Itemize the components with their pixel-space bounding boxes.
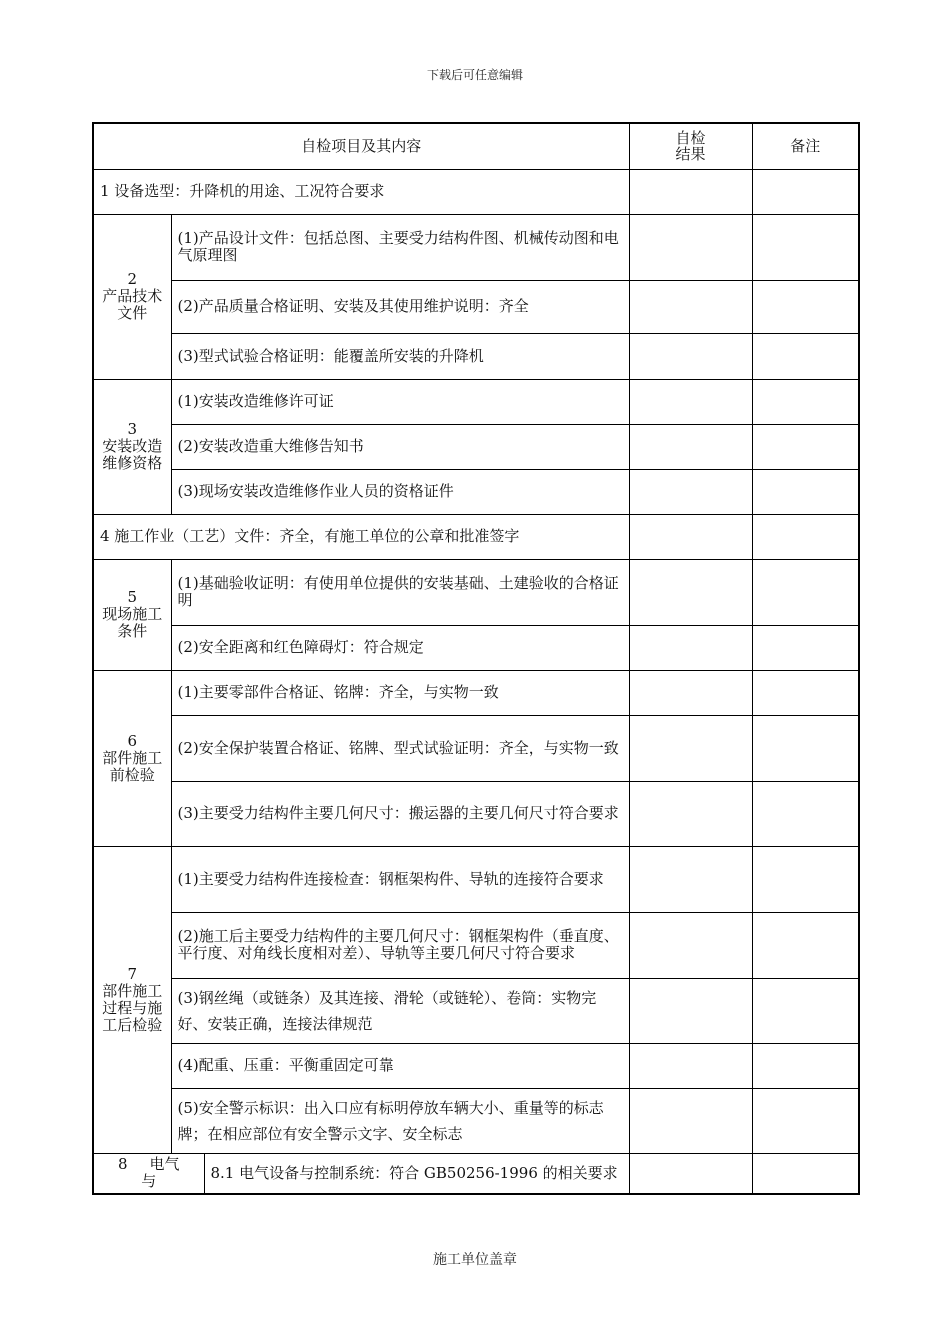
result-cell[interactable] [629,1043,752,1088]
section-8-number: 8 [117,1155,128,1174]
remark-cell[interactable] [752,424,859,469]
table-row [93,333,859,379]
section-2-item-1: (1)产品设计文件：包括总图、主要受力结构件图、机械传动图和电气原理图 [171,214,629,280]
page-footer-note: 施工单位盖章 [433,1252,517,1268]
result-cell[interactable] [629,625,752,670]
section-2-category [93,214,171,379]
remark-cell[interactable] [752,715,859,781]
remark-cell[interactable] [752,1153,859,1194]
result-cell[interactable] [629,379,752,424]
result-cell[interactable] [629,559,752,625]
section-6-item-2: (2)安全保护装置合格证、铭牌、型式试验证明：齐全，与实物一致 [171,715,629,781]
section-3-item-1: (1)安装改造维修许可证 [171,379,629,424]
header-result-cell: 自检 结果 [629,123,752,169]
table-row [93,670,859,715]
remark-cell[interactable] [752,379,859,424]
result-cell[interactable] [629,514,752,559]
table-row [93,781,859,846]
table-row [93,280,859,333]
result-cell[interactable] [629,333,752,379]
section-3-item-2: (2)安装改造重大维修告知书 [171,424,629,469]
remark-cell[interactable] [752,670,859,715]
section-5-item-2: (2)安全距离和红色障碍灯：符合规定 [171,625,629,670]
result-cell[interactable] [629,214,752,280]
table-row [93,715,859,781]
section-8-label-line1: 电气 [149,1155,180,1174]
section-5-item-1: (1)基础验收证明：有使用单位提供的安装基础、土建验收的合格证明 [171,559,629,625]
remark-cell[interactable] [752,781,859,846]
table-row [93,978,859,1043]
remark-cell[interactable] [752,625,859,670]
remark-cell[interactable] [752,333,859,379]
section-4-item: 4 施工作业（工艺）文件：齐全，有施工单位的公章和批准签字 [93,514,629,559]
table-row [93,625,859,670]
table-row [93,169,859,214]
section-8-label-line2: 与 [141,1172,157,1191]
section-6-number: 6 [127,731,138,750]
section-7-item-3: (3)钢丝绳（或链条）及其连接、滑轮（或链轮）、卷筒：实物完好、安装正确，连接法律规范 [171,978,629,1043]
section-7-item-2: (2)施工后主要受力结构件的主要几何尺寸：钢框架构件（垂直度、平行度、对角线长度相对差）、导轨等主要几何尺寸符合要求 [171,912,629,978]
table-row [93,424,859,469]
result-cell[interactable] [629,715,752,781]
table-header-row [93,123,859,169]
section-7-label: 部件施工过程与施工后检验 [102,981,163,1034]
table-row [93,379,859,424]
remark-cell[interactable] [752,514,859,559]
result-cell[interactable] [629,1153,752,1194]
page-header-note: 下载后可任意编辑 [426,68,523,82]
section-3-label: 安装改造维修资格 [102,437,163,472]
table-row [93,912,859,978]
remark-cell[interactable] [752,1043,859,1088]
remark-cell[interactable] [752,846,859,912]
section-7-item-5: (5)安全警示标识：出入口应有标明停放车辆大小、重量等的标志牌；在相应部位有安全警示文字、安全标志 [171,1088,629,1153]
result-cell[interactable] [629,469,752,514]
section-2-item-3: (3)型式试验合格证明：能覆盖所安装的升降机 [171,333,629,379]
result-cell[interactable] [629,978,752,1043]
section-5-category [93,559,171,670]
section-5-label: 现场施工条件 [102,605,163,640]
section-7-item-1: (1)主要受力结构件连接检查：钢框架构件、导轨的连接符合要求 [171,846,629,912]
section-3-item-3: (3)现场安装改造维修作业人员的资格证件 [171,469,629,514]
section-6-item-3: (3)主要受力结构件主要几何尺寸：搬运器的主要几何尺寸符合要求 [171,781,629,846]
header-remark-cell: 备注 [752,123,859,169]
section-2-label: 产品技术文件 [102,287,163,322]
table-row [93,1088,859,1153]
section-7-category [93,846,171,1153]
result-cell[interactable] [629,169,752,214]
remark-cell[interactable] [752,978,859,1043]
result-cell[interactable] [629,1088,752,1153]
table-row [93,559,859,625]
remark-cell[interactable] [752,559,859,625]
table-row [93,514,859,559]
header-item-cell: 自检项目及其内容 [93,123,629,169]
remark-cell[interactable] [752,1088,859,1153]
table-row [93,214,859,280]
table-row [93,1153,859,1194]
section-6-item-1: (1)主要零部件合格证、铭牌：齐全，与实物一致 [171,670,629,715]
remark-cell[interactable] [752,214,859,280]
section-6-category [93,670,171,846]
result-cell[interactable] [629,846,752,912]
remark-cell[interactable] [752,280,859,333]
self-inspection-table [92,122,860,1195]
section-8-item-1: 8.1 电气设备与控制系统：符合 GB50256-1996 的相关要求 [204,1153,629,1194]
section-3-category [93,379,171,514]
result-cell[interactable] [629,670,752,715]
table-row [93,1043,859,1088]
remark-cell[interactable] [752,469,859,514]
section-2-item-2: (2)产品质量合格证明、安装及其使用维护说明：齐全 [171,280,629,333]
result-cell[interactable] [629,424,752,469]
result-cell[interactable] [629,280,752,333]
section-5-number: 5 [127,588,138,606]
table-row [93,469,859,514]
section-7-item-4: (4)配重、压重：平衡重固定可靠 [171,1043,629,1088]
section-8-category [93,1153,204,1194]
section-7-number: 7 [127,964,138,983]
result-cell[interactable] [629,781,752,846]
section-6-label: 部件施工前检验 [102,748,163,784]
result-cell[interactable] [629,912,752,978]
remark-cell[interactable] [752,912,859,978]
section-3-number: 3 [127,420,138,438]
section-2-number: 2 [127,270,138,288]
table-row [93,846,859,912]
section-1-item: 1 设备选型：升降机的用途、工况符合要求 [93,169,629,214]
remark-cell[interactable] [752,169,859,214]
